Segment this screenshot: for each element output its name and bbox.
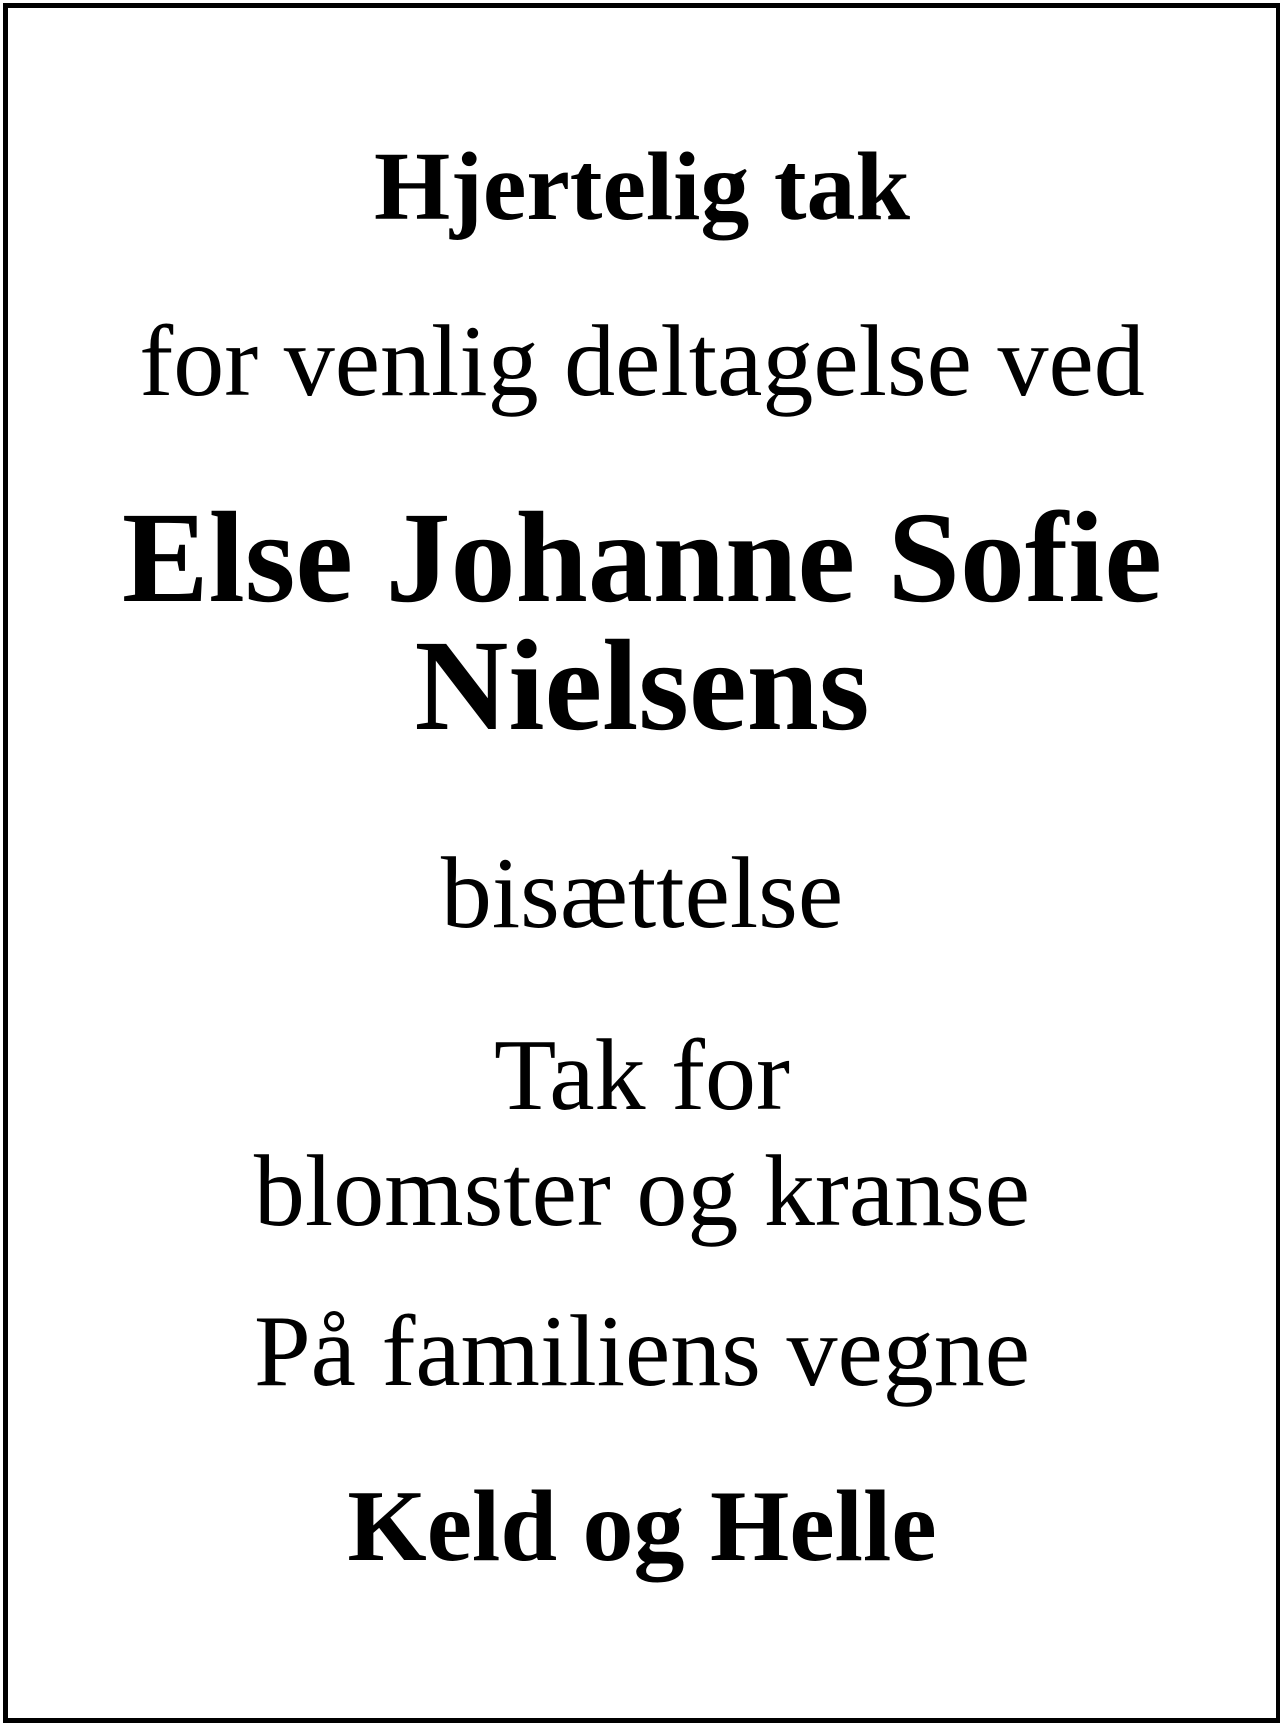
flowers-thanks-line-1: Tak for [494,1019,790,1132]
notice-heading: Hjertelig tak [373,133,911,241]
signature-names: Keld og Helle [347,1470,937,1583]
deceased-name [8,486,1276,758]
deceased-name-line-2: Nielsens [414,614,870,758]
notice-intro: for venlig deltagelse ved [139,305,1145,418]
flowers-thanks-line-2: blomster og kranse [253,1135,1031,1248]
thank-you-notice [3,3,1280,1723]
ceremony-type: bisættelse [440,837,844,950]
flowers-thanks [8,1018,1276,1250]
deceased-name-line-1: Else Johanne Sofie [121,486,1163,630]
on-behalf-of: På familiens vegne [253,1295,1031,1408]
